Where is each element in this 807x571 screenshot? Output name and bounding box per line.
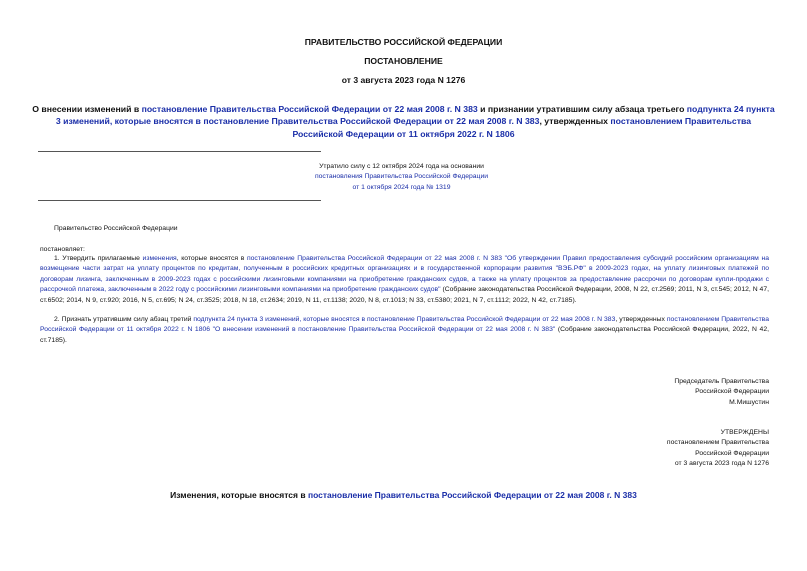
paragraph-2-link-subpoint-24[interactable]: подпункта 24 пункта 3 изменений, которые вносятся в постановление Правительства Российской Федерации от 22 мая 2008 г. N 383 bbox=[193, 316, 616, 323]
title-text-2: и признании утратившим силу абзаца третьего bbox=[477, 104, 687, 114]
paragraph-1-link-383[interactable]: постановление Правительства Российской Федерации от 22 мая 2008 г. N 383 "Об утверждении Правил предоставления субсидий российским организациям на возмещение части затрат на уплату процентов по кредитам, полученным в российских кредитных организациях и в государственной корпорации развития "ВЭБ.РФ" в 2009-2023 годах, на уплату лизинговых платежей по договорам лизинга, заключенным в 2009-2023 годах с российскими лизинговыми компаниями на приобретение гражданских судов, а также на уплату процентов за предоставление рассрочки по договорам купли-продажи с рассрочкой платежа, заключенным в 2022 году с российскими лизинговыми компаниями на приобретение гражданских судов" bbox=[40, 255, 769, 294]
approval-line-1: УТВЕРЖДЕНЫ bbox=[720, 429, 769, 436]
paragraph-1-link-changes[interactable]: изменения bbox=[142, 255, 177, 262]
title-text-3: , утвержденных bbox=[539, 116, 611, 127]
repeal-notice-link[interactable]: постановления Правительства Российской Федерации bbox=[314, 173, 489, 181]
document-title bbox=[32, 103, 775, 140]
approval-block bbox=[667, 428, 769, 470]
title-text-1: О внесении изменений в bbox=[32, 104, 142, 114]
title-link-1806[interactable]: постановлением Правительства Российской Федерации от 11 октября 2022 г. N 1806 bbox=[292, 116, 752, 139]
paragraph-2-text-1: 2. Признать утратившим силу абзац третий bbox=[54, 316, 194, 323]
paragraph-2 bbox=[40, 315, 769, 346]
approval-line-4: от 3 августа 2023 года N 1276 bbox=[674, 460, 769, 468]
government-heading: ПРАВИТЕЛЬСТВО РОССИЙСКОЙ ФЕДЕРАЦИИ bbox=[304, 37, 503, 47]
changes-title bbox=[0, 490, 807, 500]
signature-block bbox=[674, 377, 769, 408]
repeal-notice bbox=[300, 162, 503, 193]
signature-name: М.Мишустин bbox=[729, 398, 769, 406]
document-date-number: от 3 августа 2023 года N 1276 bbox=[341, 75, 466, 85]
paragraph-2-text-3: (Собрание законодательства Российской Федерации, 2022, N 42, ст.7185). bbox=[40, 326, 769, 344]
changes-title-text: Изменения, которые вносятся в bbox=[170, 490, 308, 500]
divider-bottom bbox=[38, 200, 321, 201]
title-link-subpoint-24[interactable]: подпункта 24 пункта 3 изменений, которые вносятся в постановление Правительства Российской Федерации от 22 мая 2008 г. N 383 bbox=[55, 104, 775, 127]
repeal-notice-line-1: Утратило силу с 12 октября 2024 года на основании bbox=[319, 163, 484, 170]
paragraph-1-text-1: 1. Утвердить прилагаемые bbox=[54, 255, 143, 262]
signature-line-2: Российской Федерации bbox=[695, 388, 769, 396]
paragraph-1-text-2: , которые вносятся в bbox=[176, 255, 247, 262]
government-label: Правительство Российской Федерации bbox=[54, 225, 178, 232]
paragraph-2-text-2: , утвержденных bbox=[615, 316, 667, 323]
repeal-notice-link-number[interactable]: от 1 октября 2024 года № 1319 bbox=[352, 183, 451, 191]
decides-label: постановляет: bbox=[40, 246, 85, 253]
paragraph-1 bbox=[40, 254, 769, 306]
paragraph-1-text-3: (Собрание законодательства Российской Федерации, 2008, N 22, ст.2569; 2011, N 3, ст.545; 2012, N 47, ст.6502; 2014, N 9, ст.920; 2016, N 5, ст.695; N 24, ст.3525; 2018, N 18, ст.2634; 2019, N 11, ст.1138; 2020, N 8, ст.1013; N 33, ст.5380; 2021, N 7, ст.1112; 2022, N 42, ст.7185). bbox=[40, 286, 769, 304]
paragraph-2-link-1806[interactable]: постановлением Правительства Российской Федерации от 11 октября 2022 г. N 1806 "О внесении изменений в постановление Правительства Российской Федерации от 22 мая 2008 г. N 383" bbox=[40, 316, 769, 334]
document-type-heading: ПОСТАНОВЛЕНИЕ bbox=[364, 56, 443, 66]
title-link-383[interactable]: постановление Правительства Российской Федерации от 22 мая 2008 г. N 383 bbox=[141, 104, 478, 114]
approval-line-3: Российской Федерации bbox=[695, 449, 769, 457]
signature-line-1: Председатель Правительства bbox=[674, 378, 769, 385]
changes-title-link-383[interactable]: постановление Правительства Российской Федерации от 22 мая 2008 г. N 383 bbox=[307, 490, 637, 500]
approval-line-2: постановлением Правительства bbox=[666, 439, 769, 447]
divider-top bbox=[38, 151, 321, 152]
